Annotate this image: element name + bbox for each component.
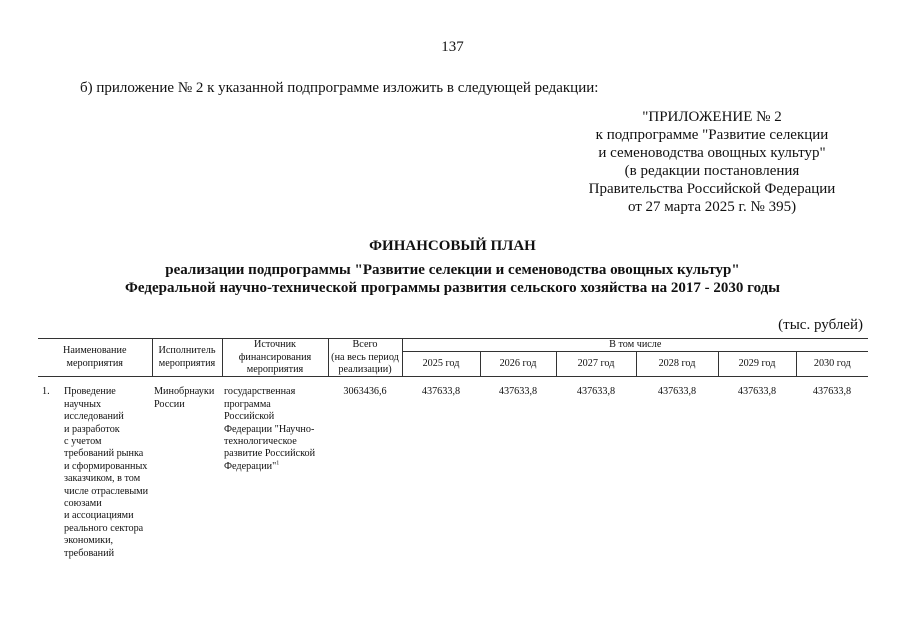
row-name: Проведение научных исследований и разработок с учетом требований рынка и сформированных заказчиком, в том числе отраслевыми союзами и ассоциациями реального сектора экономики, требований [64,386,149,559]
header-source: Источник финансирования мероприятия [222,339,328,377]
row-number: 1. [42,386,50,398]
header-year: 2026 год [480,352,556,377]
appendix-line: Правительства Российской Федерации [588,181,836,197]
page-number: 137 [441,39,464,55]
cell-year-value: 437633,8 [737,386,777,398]
header-year: 2029 год [718,352,796,377]
header-total: Всего (на весь период реализации) [328,339,402,377]
cell-year-value: 437633,8 [498,386,538,398]
units-label: (тыс. рублей) [778,317,863,333]
appendix-line: и семеноводства овощных культур" [598,145,826,161]
header-name: Наименование мероприятия [38,339,152,377]
cell-name [38,377,152,560]
cell-total: 3063436,6 [343,386,387,398]
header-including: В том числе [402,339,868,352]
appendix-line: "ПРИЛОЖЕНИЕ № 2 [642,109,782,125]
plan-subtitle-line-1: реализации подпрограммы "Развитие селекции и семеноводства овощных культур" [165,262,740,278]
plan-title: ФИНАНСОВЫЙ ПЛАН [369,238,536,254]
table-row [38,377,868,560]
header-year: 2025 год [402,352,480,377]
plan-subtitle-line-2: Федеральной научно-технической программы развития сельского хозяйства на 2017 - 2030 годы [125,280,780,296]
appendix-line: от 27 марта 2025 г. № 395) [627,199,797,215]
cell-year-value: 437633,8 [576,386,616,398]
financial-plan-table [38,338,868,560]
plan-subtitle [0,261,905,297]
footnote-marker: 1 [276,460,280,467]
header-year: 2027 год [556,352,636,377]
intro-paragraph: б) приложение № 2 к указанной подпрограмме изложить в следующей редакции: [80,80,599,96]
cell-year-value: 437633,8 [657,386,697,398]
header-executor: Исполнитель мероприятия [152,339,222,377]
cell-source: государственная программа Российской Федерации "Научно- технологическое развитие Российской Федерации"$^1$ [224,386,316,472]
appendix-line: (в редакции постановления [624,163,800,179]
cell-executor: Минобрнауки России [154,386,215,410]
cell-year-value: 437633,8 [812,386,852,398]
header-year: 2028 год [636,352,718,377]
appendix-header [562,108,862,216]
cell-year-value: 437633,8 [421,386,461,398]
appendix-line: к подпрограмме "Развитие селекции [595,127,829,143]
header-year: 2030 год [796,352,868,377]
